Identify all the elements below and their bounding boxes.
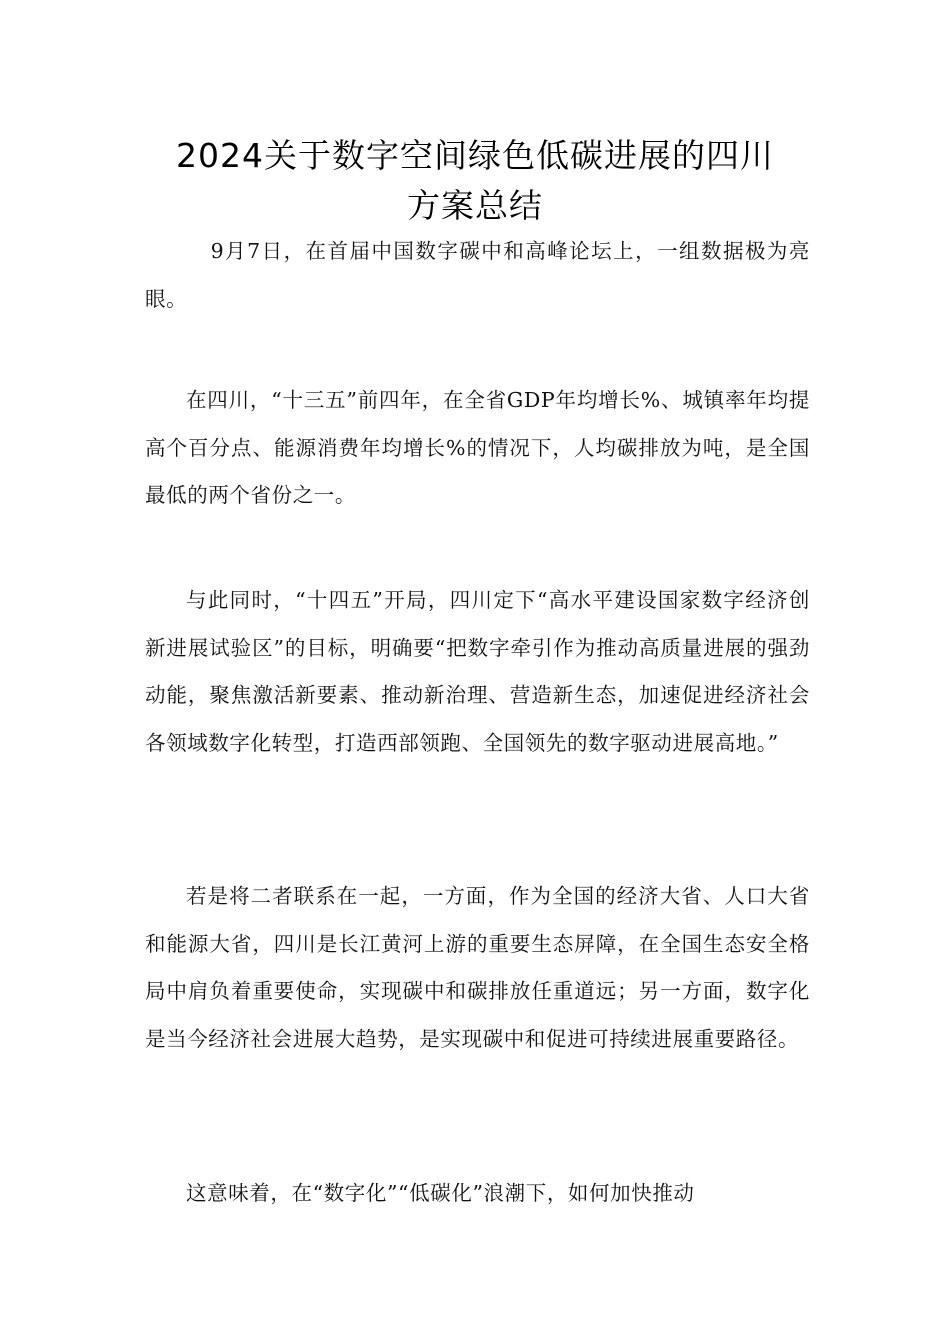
document-title-line-2: 方案总结 (407, 186, 543, 225)
paragraph-4: 若是将二者联系在一起，一方面，作为全国的经济大省、人口大省和能源大省，四川是长江黄河上游的重要生态屏障，在全国生态安全格局中肩负着重要使命，实现碳中和碳排放任重道远；另一方面，数字化是当今经济社会进展大趋势，是实现碳中和促进可持续进展重要路径。 (145, 884, 810, 1051)
paragraph-5: 这意味着，在“数字化”“低碳化”浪潮下，如何加快推动 (186, 1181, 695, 1205)
document-title-line-1: 2024关于数字空间绿色低碳进展的四川 (176, 136, 774, 175)
paragraph-2: 在四川，“十三五”前四年，在全省GDP年均增长%、城镇率年均提高个百分点、能源消费年均增长%的情况下，人均碳排放为吨，是全国最低的两个省份之一。 (145, 388, 810, 507)
paragraph-3: 与此同时，“十四五”开局，四川定下“高水平建设国家数字经济创新进展试验区”的目标，明确要“把数字牵引作为推动高质量进展的强劲动能，聚焦激活新要素、推动新治理、营造新生态，加速促进经济社会各领域数字化转型，打造西部领跑、全国领先的数字驱动进展高地。” (145, 588, 810, 755)
paragraph-1: 9月7日，在首届中国数字碳中和高峰论坛上，一组数据极为亮眼。 (145, 239, 810, 311)
